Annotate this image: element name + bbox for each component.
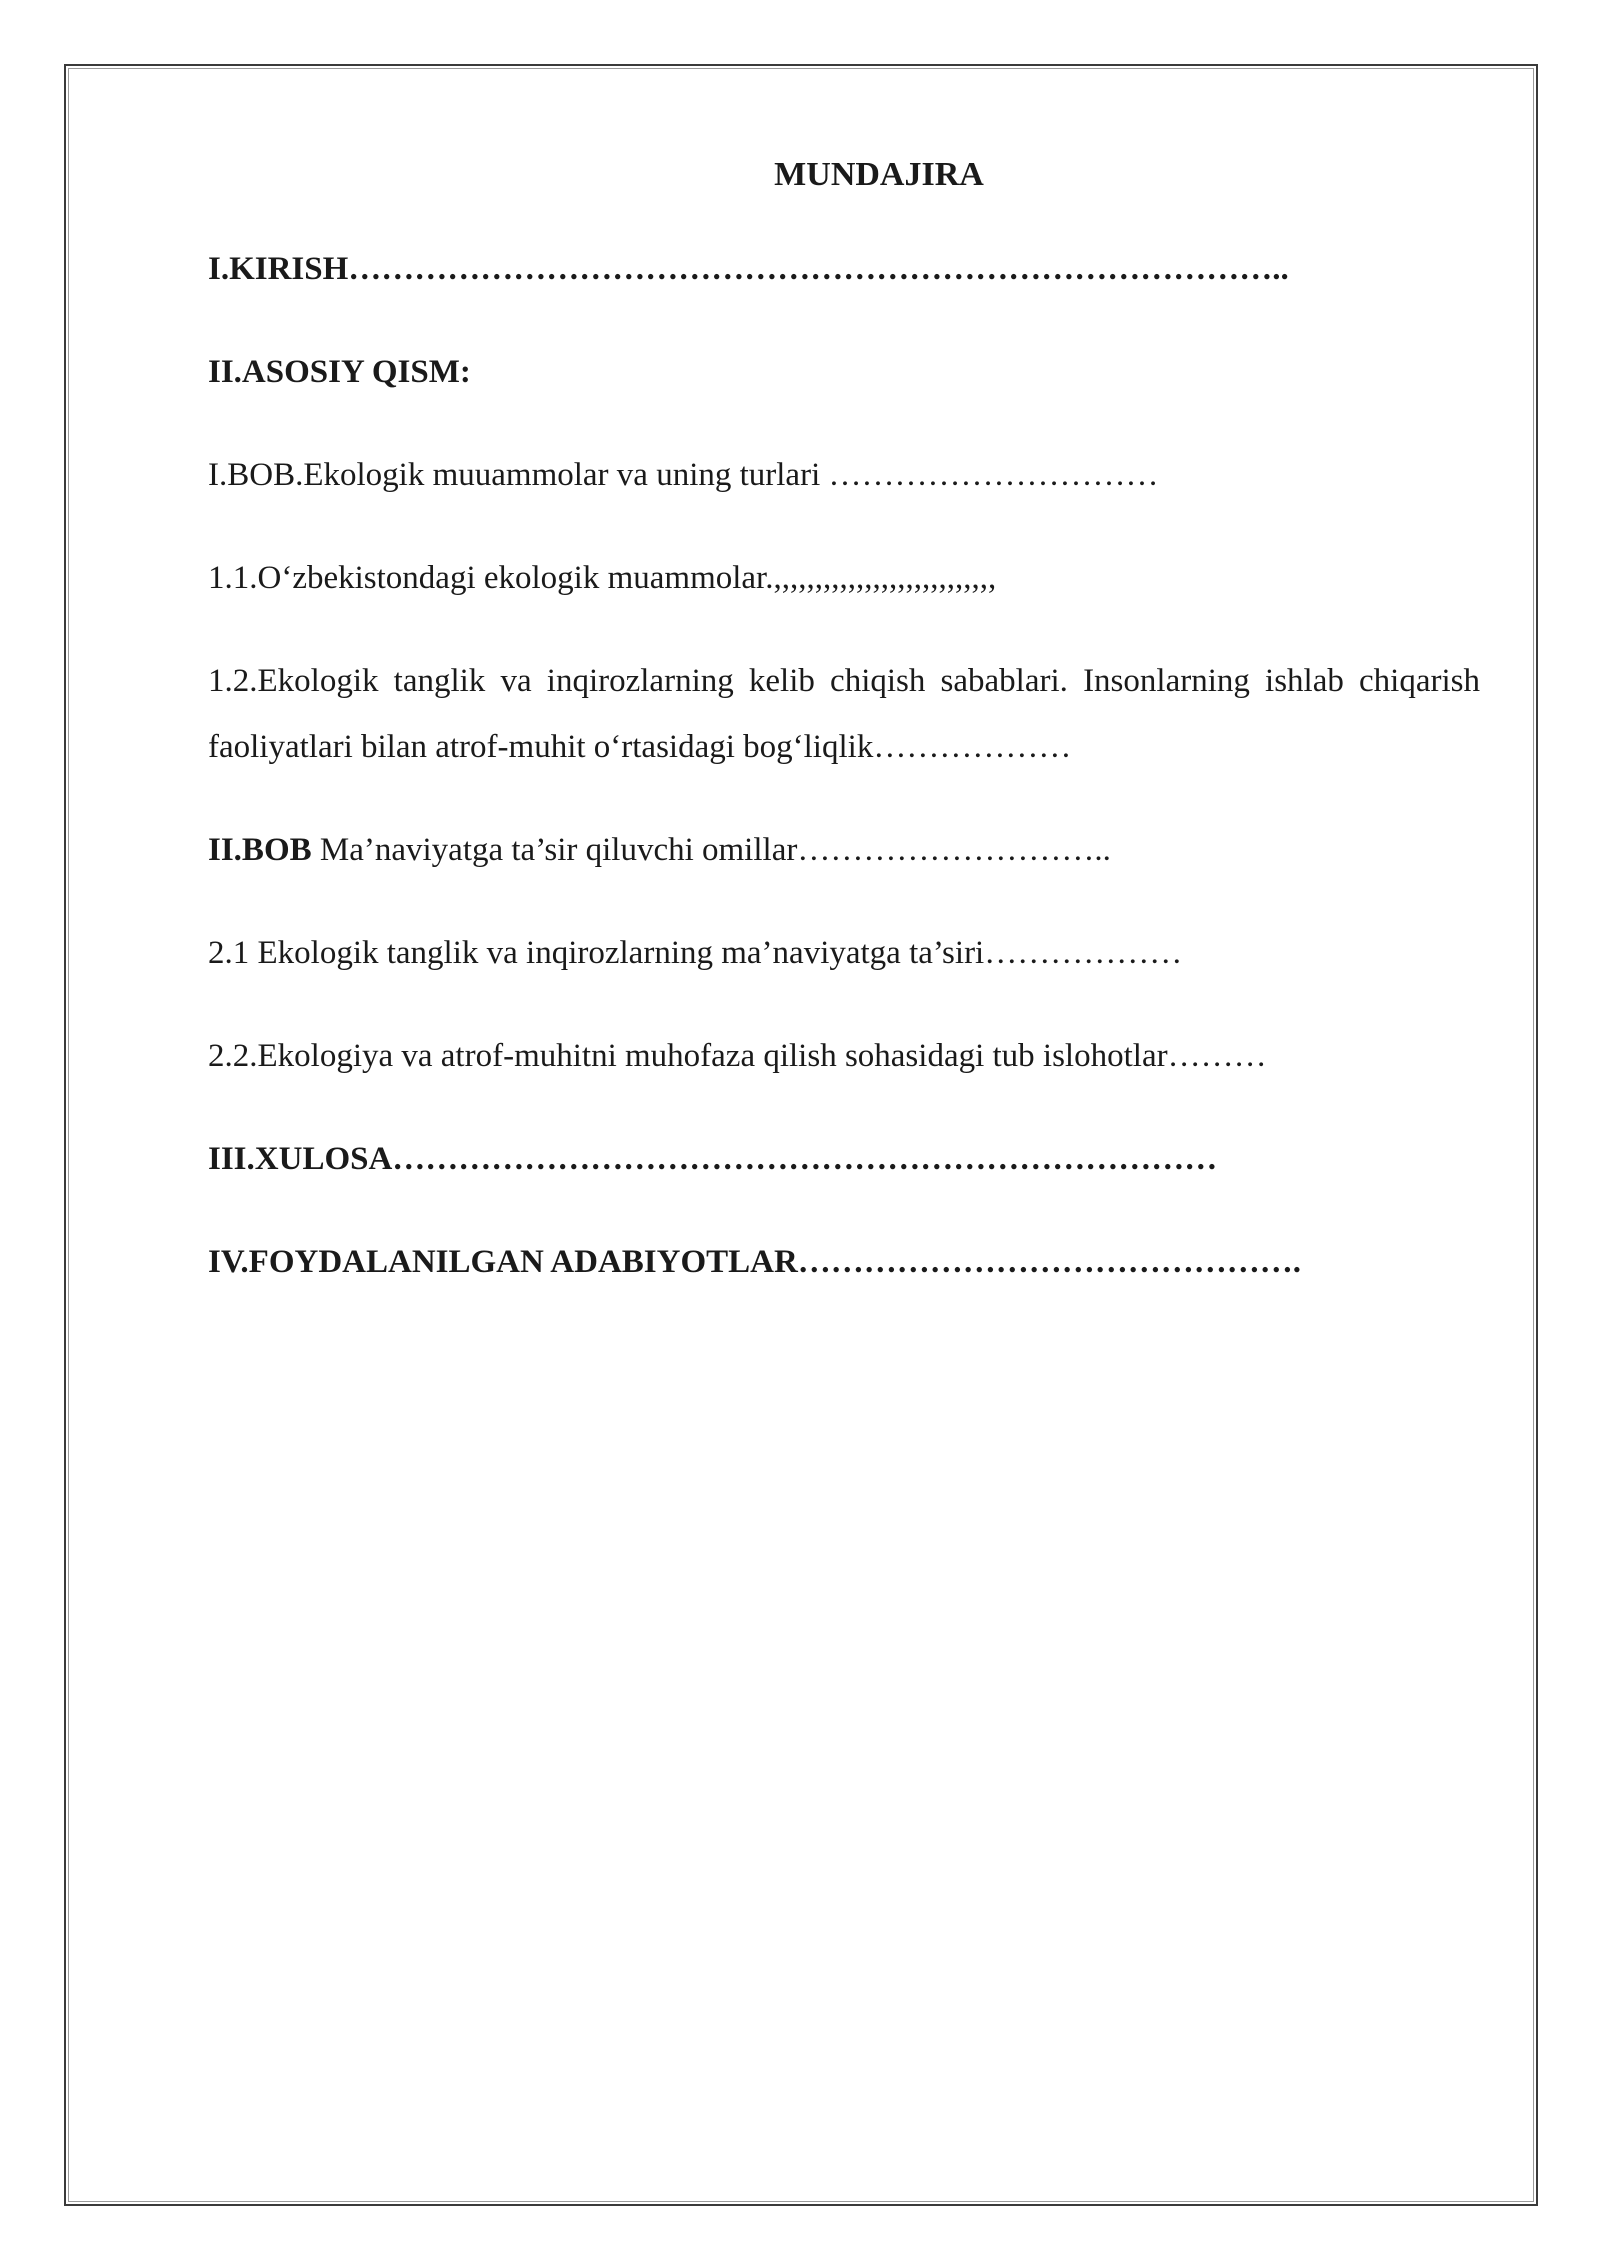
toc-entry-1-2: 1.2.Ekologik tanglik va inqirozlarning kelib chiqish sabablari. Insonlarning ishlab chiqarish faoliyatlari bilan atrof-muhit o‘rtasidagi bog‘liqlik……………… (208, 663, 1480, 765)
toc-entry-bob-1: I.BOB.Ekologik muuammolar va uning turlari ………………………… (208, 457, 1159, 493)
toc-entry-bob-2 (208, 817, 1480, 883)
toc-entry-bob-2-label: II.BOB (208, 832, 312, 868)
table-of-contents (208, 150, 1480, 1332)
toc-entry-2-2: 2.2.Ekologiya va atrof-muhitni muhofaza qilish sohasidagi tub islohotlar……… (208, 1038, 1267, 1074)
toc-entry-bob-2-text: Ma’naviyatga ta’sir qiluvchi omillar……………………….. (311, 832, 1111, 868)
toc-entry-asosiy-qism: II.ASOSIY QISM: (208, 354, 471, 390)
page-title: MUNDAJIRA (774, 156, 984, 193)
toc-entry-xulosa: III.XULOSA………………………………………………………………… (208, 1141, 1218, 1177)
toc-entry-1-1: 1.1.O‘zbekistondagi ekologik muammolar.,,,,,,,,,,,,,,,,,,,,,,,,,,, (208, 560, 997, 596)
toc-entry-2-1: 2.1 Ekologik tanglik va inqirozlarning ma’naviyatga ta’siri……………… (208, 935, 1183, 971)
toc-entry-adabiyotlar: IV.FOYDALANILGAN ADABIYOTLAR………………………………………. (208, 1244, 1302, 1280)
toc-entry-kirish: I.KIRISH………………………………………………………………………….. (208, 251, 1289, 287)
